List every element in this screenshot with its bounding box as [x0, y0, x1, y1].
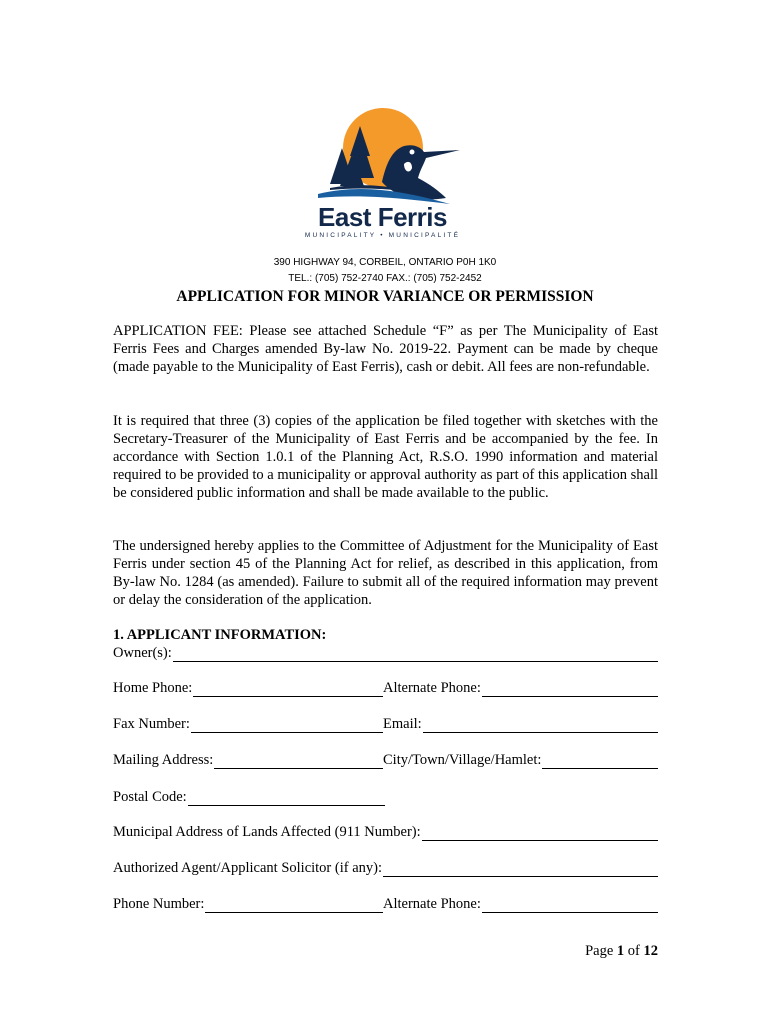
- city-field[interactable]: [542, 752, 658, 769]
- owners-label: Owner(s):: [113, 645, 172, 661]
- address-line: 390 HIGHWAY 94, CORBEIL, ONTARIO P0H 1K0: [273, 257, 497, 268]
- alternate-phone-field[interactable]: [482, 680, 658, 697]
- owners-field[interactable]: [173, 645, 658, 662]
- agent-row: [113, 860, 658, 880]
- municipal-address-label: Municipal Address of Lands Affected (911 Number):: [113, 824, 421, 840]
- east-ferris-logo: [300, 98, 470, 248]
- sun-loon-emblem: [300, 98, 470, 208]
- fax-number-label: Fax Number:: [113, 716, 190, 732]
- alternate-phone-label: Alternate Phone:: [383, 680, 481, 696]
- phone-number-label: Phone Number:: [113, 896, 205, 912]
- phone-number-field[interactable]: [205, 896, 383, 913]
- email-label: Email:: [383, 716, 422, 732]
- current-page: 1: [616, 943, 625, 959]
- home-phone-field[interactable]: [193, 680, 383, 697]
- municipal-address-field[interactable]: [422, 824, 658, 841]
- municipal-address-row: [113, 824, 658, 844]
- owners-row: [113, 645, 658, 665]
- page-prefix: Page: [585, 943, 617, 959]
- postal-code-field[interactable]: [188, 789, 385, 806]
- city-label: City/Town/Village/Hamlet:: [383, 752, 542, 768]
- mailing-address-label: Mailing Address:: [113, 752, 214, 768]
- section-heading: 1. APPLICANT INFORMATION:: [113, 627, 327, 643]
- email-field[interactable]: [423, 716, 658, 733]
- mailing-address-field[interactable]: [214, 752, 383, 769]
- total-pages: 12: [643, 943, 658, 959]
- logo-tagline: MUNICIPALITY • MUNICIPALITÉ: [304, 232, 461, 239]
- undersigned-paragraph: The undersigned hereby applies to the Committee of Adjustment for the Municipality of East Ferris under section 45 of the Planning Act for relief, as described in this application, from By-law No. 1284 (as amended). Failure to submit all of the required information may prevent or delay the consideration of the application.: [113, 538, 658, 608]
- alternate-phone-2-label: Alternate Phone:: [383, 896, 481, 912]
- contact-line: TEL.: (705) 752-2740 FAX.: (705) 752-2452: [288, 273, 482, 284]
- fax-number-field[interactable]: [191, 716, 383, 733]
- logo-wordmark: East Ferris: [318, 202, 447, 232]
- alternate-phone-2-field[interactable]: [482, 896, 658, 913]
- home-phone-label: Home Phone:: [113, 680, 193, 696]
- fee-paragraph: APPLICATION FEE: Please see attached Schedule “F” as per The Municipality of East Ferris Fees and Charges amended By-law No. 2019-22. Payment can be made by cheque (made payable to the Municipality of East Ferris), cash or debit. All fees are non-refundable.: [113, 323, 658, 375]
- agent-label: Authorized Agent/Applicant Solicitor (if any):: [113, 860, 382, 876]
- mailing-row: [113, 752, 658, 772]
- fax-email-row: [113, 716, 658, 736]
- page-of: of: [624, 943, 644, 959]
- phone-row: [113, 680, 658, 700]
- page-number: [560, 943, 658, 960]
- document-title: APPLICATION FOR MINOR VARIANCE OR PERMISSION: [176, 288, 594, 305]
- agent-field[interactable]: [383, 860, 658, 877]
- postal-code-label: Postal Code:: [113, 789, 187, 805]
- postal-row: [113, 789, 658, 809]
- agent-phone-row: [113, 896, 658, 916]
- copies-paragraph: It is required that three (3) copies of the application be filed together with sketches with the Secretary-Treasurer of the Municipality of East Ferris and be accompanied by the fee. In accordance with Section 1.0.1 of the Planning Act, R.S.O. 1990 information and material required to be provided to a municipality or approval authority as part of this application shall be considered public information and shall be made available to the public.: [113, 413, 658, 501]
